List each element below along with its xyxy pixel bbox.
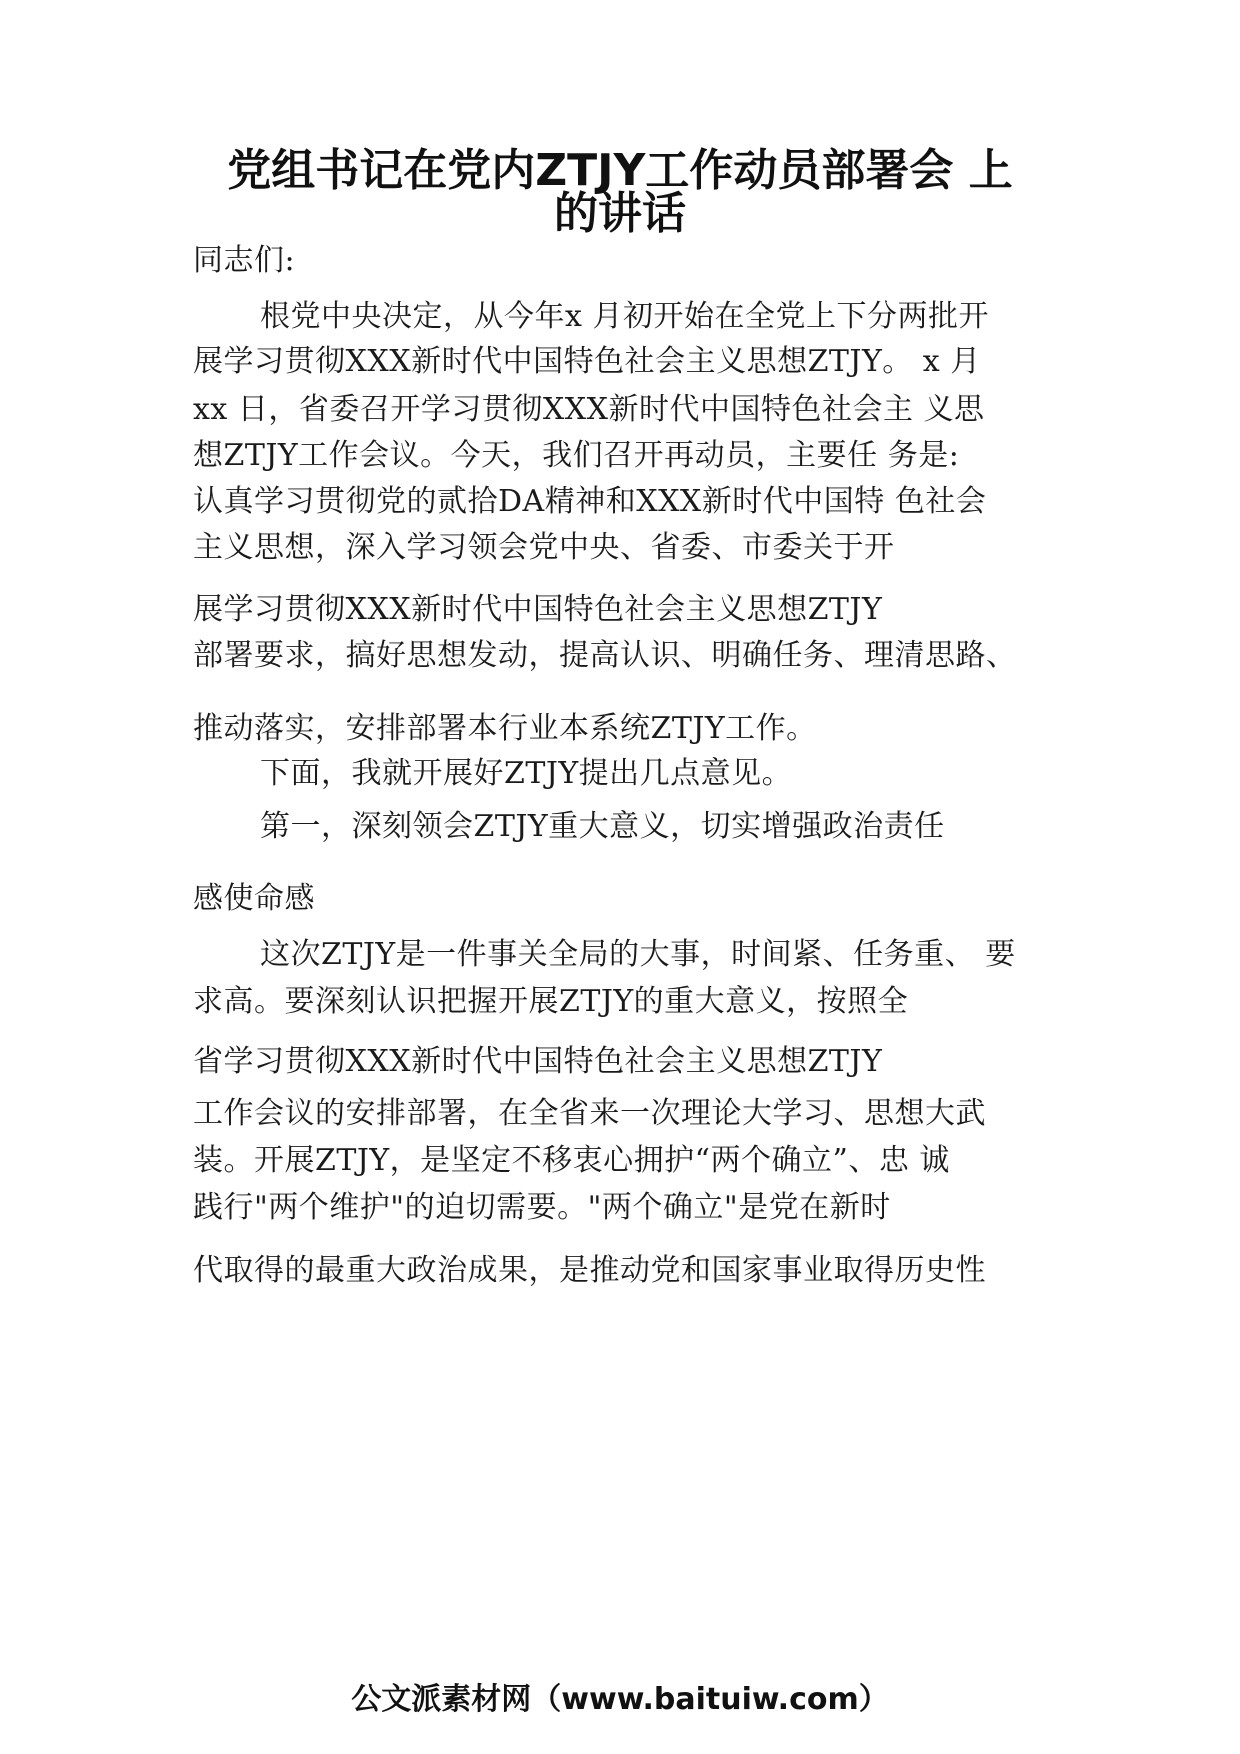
salutation: 同志们: <box>193 243 296 278</box>
body-line: xx 日，省委召开学习贯彻XXX新时代中国特色社会主 义思 <box>193 392 985 427</box>
body-line: 想ZTJY工作会议。今天，我们召开再动员，主要任 务是: <box>193 438 960 473</box>
document-title-line-2: 的讲话 <box>554 188 686 239</box>
body-line: 认真学习贯彻党的贰拾DA精神和XXX新时代中国特 色社会 <box>193 484 987 519</box>
body-line: 省学习贯彻XXX新时代中国特色社会主义思想ZTJY <box>193 1044 883 1079</box>
body-line: 装。开展ZTJY，是坚定不移衷心拥护“两个确立”、忠 诚 <box>193 1143 950 1178</box>
footer-source: 公文派素材网（www.baituiw.com） <box>351 1682 889 1717</box>
section-heading: 第一，深刻领会ZTJY重大意义，切实增强政治责任 <box>260 809 945 844</box>
body-line: 推动落实，安排部署本行业本系统ZTJY工作。 <box>193 711 817 746</box>
body-line: 展学习贯彻XXX新时代中国特色社会主义思想ZTJY <box>193 592 883 627</box>
body-line: 代取得的最重大政治成果，是推动党和国家事业取得历史性 <box>193 1253 986 1288</box>
body-line: 这次ZTJY是一件事关全局的大事，时间紧、任务重、 要 <box>260 937 1016 972</box>
body-line: 下面，我就开展好ZTJY提出几点意见。 <box>260 756 793 791</box>
body-line: 展学习贯彻XXX新时代中国特色社会主义思想ZTJY。 x 月 <box>193 344 981 379</box>
section-heading-continued: 感使命感 <box>193 881 315 916</box>
body-line: 工作会议的安排部署，在全省来一次理论大学习、思想大武 <box>193 1096 986 1131</box>
body-line: 主义思想，深入学习领会党中央、省委、市委关于开 <box>193 530 895 565</box>
body-line: 践行"两个维护"的迫切需要。"两个确立"是党在新时 <box>193 1190 891 1225</box>
body-line: 求高。要深刻认识把握开展ZTJY的重大意义，按照全 <box>193 984 909 1019</box>
document-title-line-1: 党组书记在党内ZTJY工作动员部署会 上 <box>227 145 1013 196</box>
body-line: 部署要求，搞好思想发动，提高认识、明确任务、理清思路、 <box>193 638 1017 673</box>
body-line: 根党中央决定，从今年x 月初开始在全党上下分两批开 <box>260 299 989 334</box>
